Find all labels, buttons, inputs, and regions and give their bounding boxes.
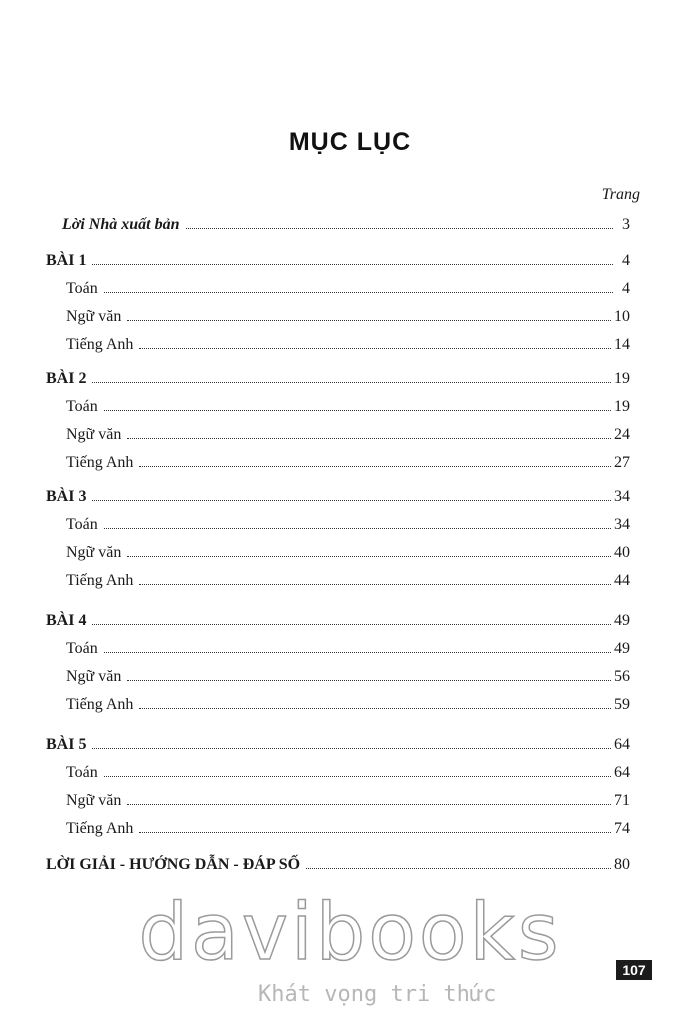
dot-leader	[139, 584, 611, 585]
toc-entry	[46, 252, 630, 274]
toc-entry-page: 34	[614, 488, 630, 505]
dot-leader	[92, 264, 613, 265]
dot-leader	[186, 228, 614, 229]
toc-entry	[66, 516, 630, 538]
toc-entry	[66, 280, 630, 302]
toc-entry-label: Toán	[66, 398, 98, 415]
toc-entry-label: Toán	[66, 280, 98, 297]
toc-entry-page: 80	[614, 856, 630, 873]
dot-leader	[104, 776, 611, 777]
dot-leader	[104, 410, 611, 411]
brand-tagline: Khát vọng tri thức	[258, 982, 497, 1007]
toc-entry-label: BÀI 5	[46, 736, 87, 753]
toc-entry-page: 14	[614, 336, 630, 353]
toc-entry-label: Tiếng Anh	[66, 820, 134, 837]
toc-entry-page: 64	[614, 764, 630, 781]
toc-entry-page: 10	[614, 308, 630, 325]
toc-entry-page: 74	[614, 820, 630, 837]
toc-entry-page: 40	[614, 544, 630, 561]
dot-leader	[104, 292, 613, 293]
toc-entry	[62, 216, 630, 238]
toc-entry-page: 44	[614, 572, 630, 589]
toc-entry-page: 19	[614, 370, 630, 387]
toc-entry	[66, 426, 630, 448]
dot-leader	[127, 680, 611, 681]
toc-entry-page: 27	[614, 454, 630, 471]
toc-entry-label: BÀI 4	[46, 612, 87, 629]
toc-entry-page: 4	[622, 280, 630, 297]
toc-entry-page: 49	[614, 640, 630, 657]
dot-leader	[92, 382, 611, 383]
page-number-badge: 107	[616, 960, 652, 980]
toc-entry-page: 19	[614, 398, 630, 415]
toc-entry-label: Toán	[66, 640, 98, 657]
toc-entry	[46, 856, 630, 878]
toc-entry-page: 3	[622, 216, 630, 233]
toc-entry	[66, 454, 630, 476]
dot-leader	[92, 624, 611, 625]
toc-entry-page: 4	[622, 252, 630, 269]
toc-entry-page: 64	[614, 736, 630, 753]
dot-leader	[139, 832, 611, 833]
toc-entry	[46, 612, 630, 634]
toc-entry	[66, 572, 630, 594]
page-title: MỤC LỤC	[288, 128, 412, 156]
toc-entry-label: Toán	[66, 516, 98, 533]
toc-entry	[66, 820, 630, 842]
toc-entry	[46, 736, 630, 758]
dot-leader	[139, 708, 611, 709]
dot-leader	[104, 652, 611, 653]
toc-entry-label: BÀI 3	[46, 488, 87, 505]
toc-entry-label: Ngữ văn	[66, 308, 122, 325]
toc-entry-page: 56	[614, 668, 630, 685]
toc-entry-label: LỜI GIẢI - HƯỚNG DẪN - ĐÁP SỐ	[46, 856, 301, 873]
toc-entry-label: BÀI 2	[46, 370, 87, 387]
toc-entry-label: Lời Nhà xuất bản	[62, 216, 180, 233]
toc-entry-label: Toán	[66, 764, 98, 781]
toc-entry	[66, 398, 630, 420]
toc-entry	[66, 764, 630, 786]
toc-entry-label: Ngữ văn	[66, 426, 122, 443]
toc-entry-label: Ngữ văn	[66, 668, 122, 685]
dot-leader	[306, 868, 611, 869]
toc-entry-page: 59	[614, 696, 630, 713]
dot-leader	[127, 320, 611, 321]
dot-leader	[139, 466, 611, 467]
dot-leader	[139, 348, 611, 349]
toc-entry-label: Tiếng Anh	[66, 696, 134, 713]
toc-entry-page: 71	[614, 792, 630, 809]
toc-entry-label: Ngữ văn	[66, 792, 122, 809]
toc-entry-page: 49	[614, 612, 630, 629]
toc-entry	[66, 792, 630, 814]
toc-entry-label: Ngữ văn	[66, 544, 122, 561]
toc-entry-label: Tiếng Anh	[66, 336, 134, 353]
toc-entry-page: 34	[614, 516, 630, 533]
dot-leader	[127, 556, 611, 557]
toc-entry	[66, 336, 630, 358]
brand-watermark: davibooks	[138, 888, 562, 978]
toc-entry-page: 24	[614, 426, 630, 443]
toc-entry-label: BÀI 1	[46, 252, 87, 269]
toc-entry	[66, 640, 630, 662]
page-column-label: Trang	[601, 186, 640, 203]
dot-leader	[92, 500, 611, 501]
dot-leader	[127, 804, 611, 805]
toc-entry	[46, 488, 630, 510]
toc-entry-label: Tiếng Anh	[66, 454, 134, 471]
dot-leader	[104, 528, 611, 529]
toc-entry	[66, 696, 630, 718]
toc-entry-label: Tiếng Anh	[66, 572, 134, 589]
dot-leader	[127, 438, 611, 439]
dot-leader	[92, 748, 611, 749]
toc-entry	[66, 308, 630, 330]
toc-entry	[66, 544, 630, 566]
toc-entry	[46, 370, 630, 392]
toc-entry	[66, 668, 630, 690]
